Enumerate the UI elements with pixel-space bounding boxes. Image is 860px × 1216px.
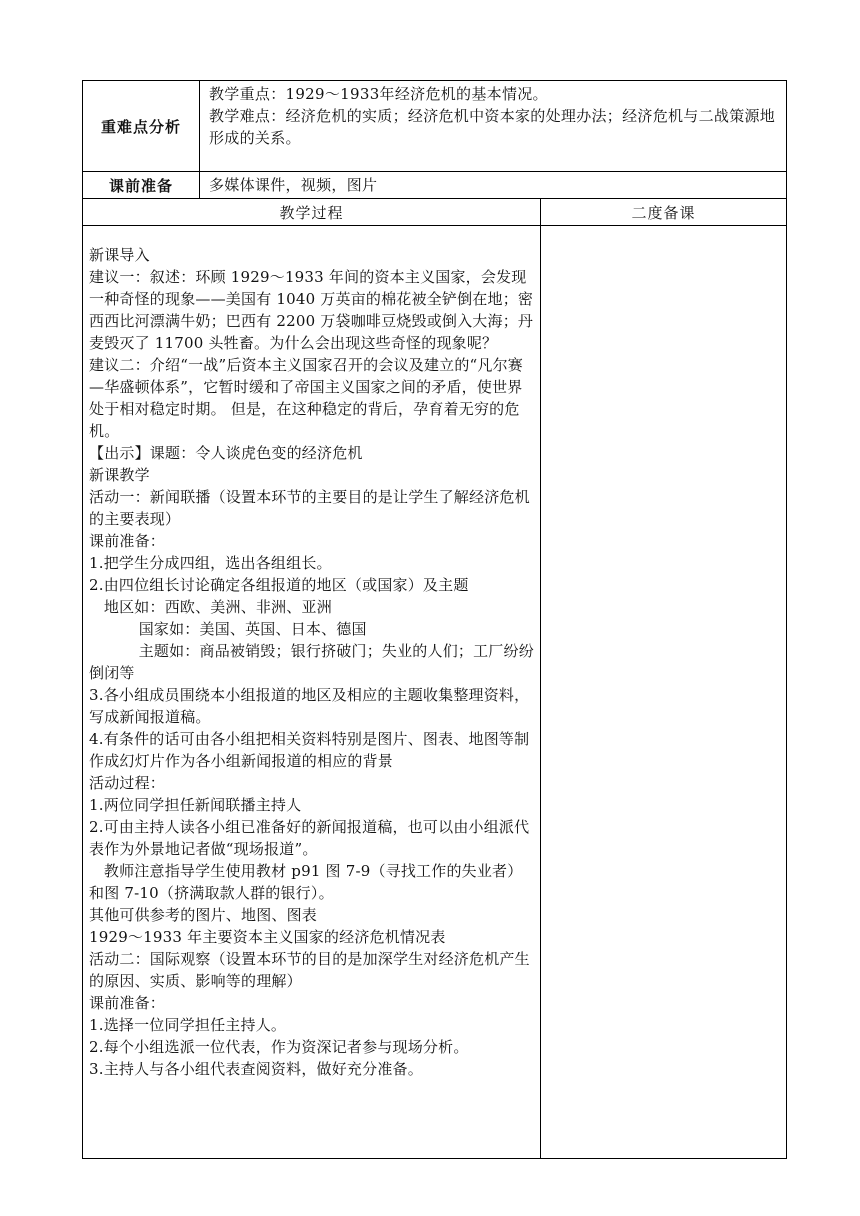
column-header-row [83, 199, 787, 226]
second-prep-column-header: 二度备课 [541, 199, 787, 226]
preparation-row [83, 172, 787, 199]
lesson-plan-table [82, 80, 787, 1159]
lesson-plan-page [82, 80, 786, 1159]
content-row [83, 226, 787, 1159]
process-paragraph: 地区如：西欧、美洲、非洲、亚洲 [89, 598, 332, 616]
process-paragraph: 1.把学生分成四组，选出各组组长。 [89, 554, 332, 572]
analysis-row [83, 81, 787, 172]
process-paragraph: 活动一：新闻联播（设置本环节的主要目的是让学生了解经济危机的主要表现） [89, 488, 530, 528]
difficult-point-text: 教学难点：经济危机的实质；经济危机中资本家的处理办法；经济危机与二战策源地形成的关系。 [209, 107, 776, 147]
process-column-header: 教学过程 [83, 199, 541, 226]
preparation-label: 课前准备 [83, 172, 200, 199]
process-paragraph: 4.有条件的话可由各小组把相关资料特别是图片、图表、地图等制作成幻灯片作为各小组新闻报道的相应的背景 [89, 730, 530, 770]
process-paragraph: 1.选择一位同学担任主持人。 [89, 1016, 287, 1034]
process-paragraph: 课前准备： [89, 994, 166, 1012]
process-paragraph: 建议一：叙述：环顾 1929～1933 年间的资本主义国家，会发现一种奇怪的现象——美国有 1040 万英亩的棉花被全铲倒在地；密西西比河漂满牛奶；巴西有 2200 万袋咖啡豆烧毁或倒入大海；丹麦毁灭了 11700 头牲畜。为什么会出现这些奇怪的现象呢？ [89, 268, 534, 352]
process-paragraph: 1929～1933 年主要资本主义国家的经济危机情况表 [89, 928, 446, 946]
teaching-process-cell [83, 226, 541, 1159]
process-paragraph: 活动过程： [89, 774, 166, 792]
analysis-label: 重难点分析 [83, 81, 200, 172]
analysis-content [200, 81, 787, 172]
process-paragraph: 国家如：美国、英国、日本、德国 [89, 620, 367, 638]
preparation-value: 多媒体课件，视频，图片 [200, 172, 787, 199]
process-paragraph: 教师注意指导学生使用教材 p91 图 7-9（寻找工作的失业者）和图 7-10（挤满取款人群的银行）。 [89, 862, 523, 902]
process-paragraph: 3.各小组成员围绕本小组报道的地区及相应的主题收集整理资料，写成新闻报道稿。 [89, 686, 530, 726]
process-paragraph: 课前准备： [89, 532, 166, 550]
process-paragraph: 新课导入 [89, 246, 150, 264]
process-paragraph: 2.可由主持人读各小组已准备好的新闻报道稿，也可以由小组派代表作为外景地记者做“现场报道”。 [89, 818, 530, 858]
process-paragraph: 2.由四位组长讨论确定各组报道的地区（或国家）及主题 [89, 576, 469, 594]
process-paragraph: 【出示】课题：令人谈虎色变的经济危机 [89, 444, 363, 462]
process-paragraph: 活动二：国际观察（设置本环节的目的是加深学生对经济危机产生的原因、实质、影响等的理解） [89, 950, 530, 990]
second-prep-cell [541, 226, 787, 1159]
key-point-text: 教学重点：1929～1933年经济危机的基本情况。 [209, 85, 548, 103]
process-paragraph: 新课教学 [89, 466, 150, 484]
process-paragraph: 2.每个小组选派一位代表，作为资深记者参与现场分析。 [89, 1038, 469, 1056]
process-paragraph: 其他可供参考的图片、地图、图表 [89, 906, 318, 924]
process-paragraph: 1.两位同学担任新闻联播主持人 [89, 796, 302, 814]
teaching-process-text [89, 244, 536, 1080]
process-paragraph: 3.主持人与各小组代表查阅资料，做好充分准备。 [89, 1060, 423, 1078]
process-paragraph: 建议二：介绍“一战”后资本主义国家召开的会议及建立的“凡尔赛—华盛顿体系”，它暂时缓和了帝国主义国家之间的矛盾，使世界处于相对稳定时期。 但是，在这种稳定的背后，孕育着无穷的危机。 [89, 356, 524, 440]
process-paragraph: 主题如：商品被销毁；银行挤破门；失业的人们；工厂纷纷倒闭等 [89, 642, 534, 682]
